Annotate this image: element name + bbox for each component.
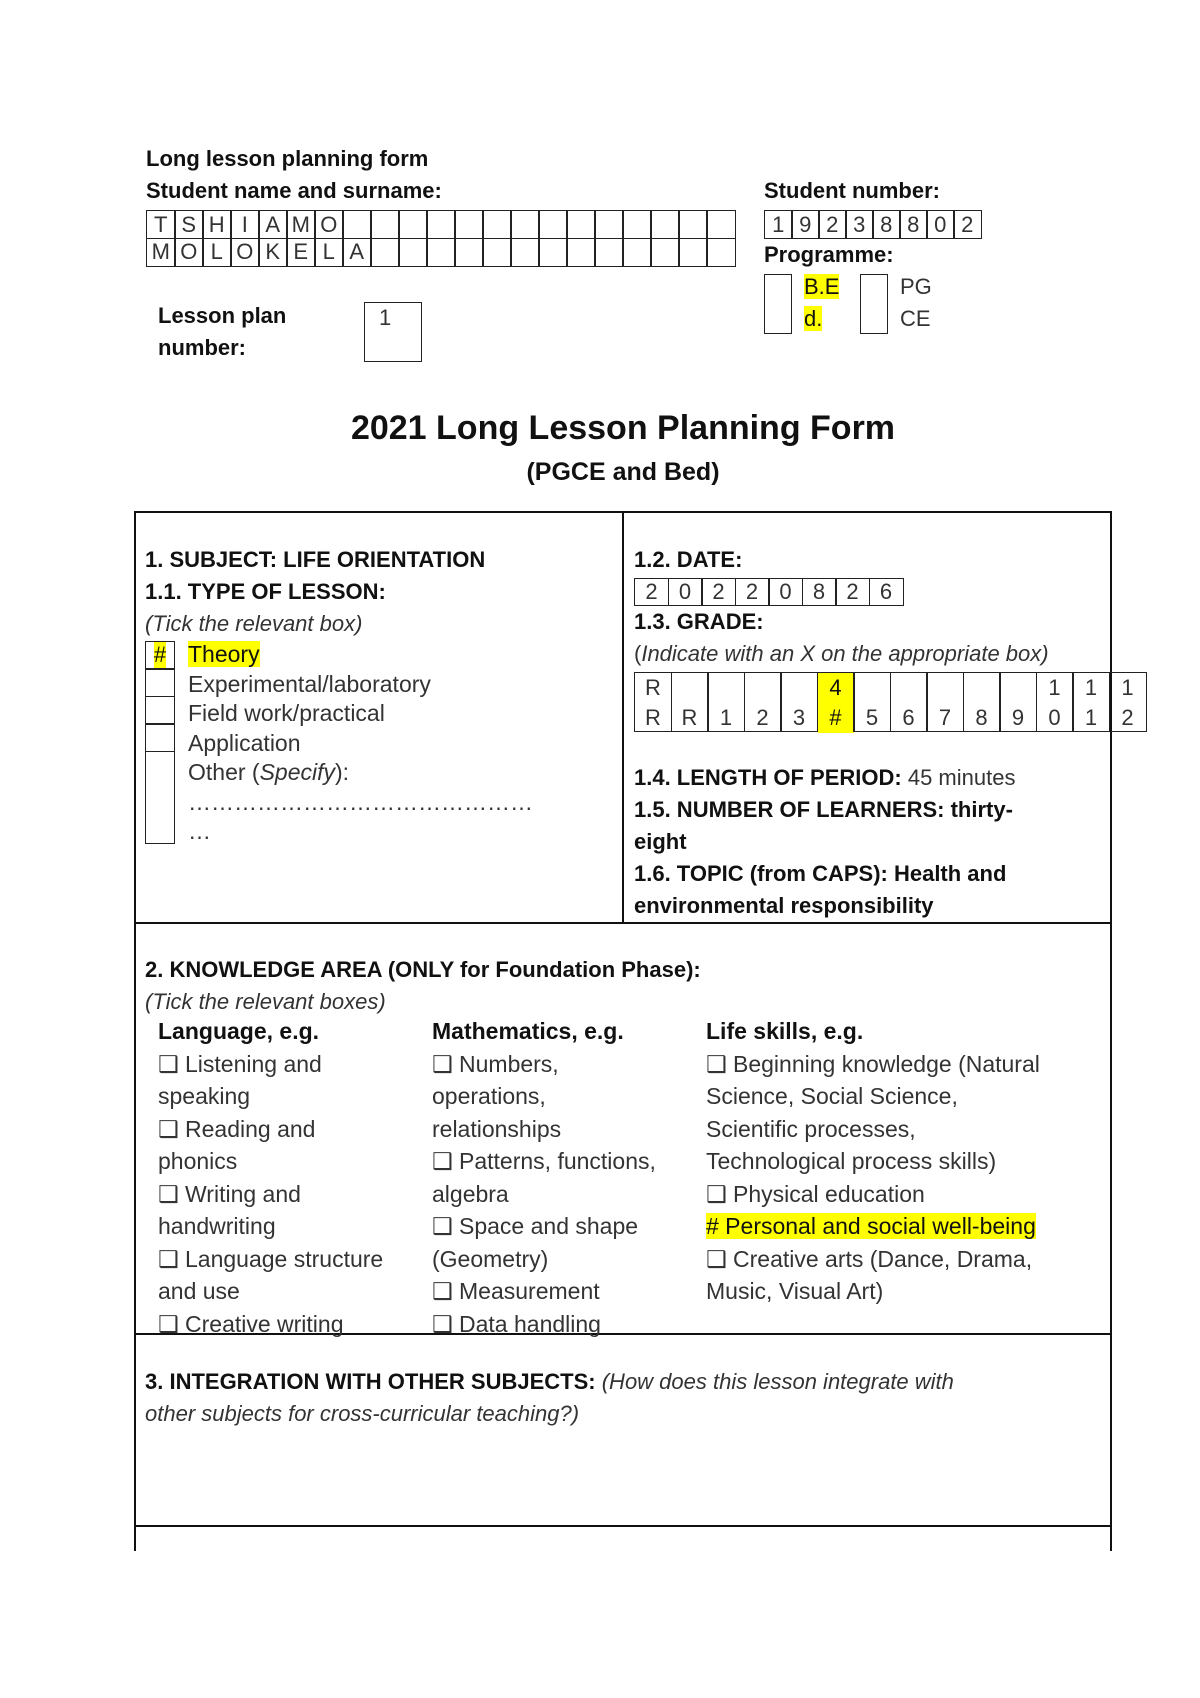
mathematics-option-line: operations, [432, 1083, 546, 1109]
language-option-line: and use [158, 1278, 240, 1304]
date-digit-box[interactable]: 8 [802, 578, 837, 606]
surname-letter-box[interactable]: E [286, 238, 316, 267]
mathematics-option-line[interactable]: ❑ Measurement [432, 1278, 600, 1304]
subject-heading: 1. SUBJECT: LIFE ORIENTATION [145, 547, 486, 572]
student-number-digit-box[interactable]: 9 [791, 210, 820, 239]
mathematics-option-line[interactable]: ❑ Data handling [432, 1310, 601, 1337]
name-row-surname [146, 238, 736, 267]
name-letter-box[interactable] [594, 210, 624, 239]
mathematics-options [432, 1048, 692, 1341]
type-of-lesson-label: 1.1. TYPE OF LESSON: [145, 579, 386, 604]
student-name-boxes [146, 210, 736, 267]
type-option-experimental: Experimental/laboratory [188, 670, 431, 697]
grade-hint: (Indicate with an X on the appropriate box) [634, 641, 1049, 666]
grade-box[interactable]: 7 [926, 672, 964, 732]
date-digit-box[interactable]: 2 [701, 578, 736, 606]
mathematics-option-line: algebra [432, 1180, 509, 1207]
name-letter-box[interactable] [566, 210, 596, 239]
type-fieldwork-checkbox[interactable] [145, 696, 175, 725]
surname-letter-box[interactable] [510, 238, 540, 267]
name-letter-box[interactable]: O [314, 210, 344, 239]
date-digit-box[interactable]: 2 [735, 578, 770, 606]
student-number-boxes [764, 210, 982, 239]
surname-letter-box[interactable] [706, 238, 736, 267]
student-number-label: Student number: [764, 178, 940, 203]
grade-box[interactable]: 3 [780, 672, 818, 732]
surname-letter-box[interactable] [454, 238, 484, 267]
grade-box[interactable]: R [671, 672, 709, 732]
language-option-line[interactable]: ❑ Creative writing [158, 1310, 344, 1337]
lifeskills-option-line: Scientific processes, [706, 1115, 916, 1142]
lifeskills-option-line: Music, Visual Art) [706, 1278, 884, 1304]
topic-line-1: 1.6. TOPIC (from CAPS): Health and [634, 861, 1007, 886]
lifeskills-option-line[interactable]: # Personal and social well-being [706, 1213, 1036, 1239]
surname-letter-box[interactable] [566, 238, 596, 267]
type-checkbox-column [145, 642, 175, 844]
lifeskills-option-line: Technological process skills) [706, 1148, 997, 1174]
knowledge-mathematics-column [432, 1015, 692, 1340]
name-letter-box[interactable]: T [146, 210, 176, 239]
grade-box[interactable]: 1 0 [1036, 672, 1074, 732]
surname-letter-box[interactable]: A [342, 238, 372, 267]
student-number-digit-box[interactable]: 2 [953, 210, 982, 239]
name-letter-box[interactable] [510, 210, 540, 239]
surname-letter-box[interactable]: L [202, 238, 232, 267]
knowledge-lifeskills-column [706, 1015, 1106, 1308]
grade-box[interactable]: 9 [999, 672, 1037, 732]
section3-bottom-border [134, 1525, 1112, 1527]
name-letter-box[interactable] [678, 210, 708, 239]
student-number-digit-box[interactable]: 1 [764, 210, 793, 239]
surname-letter-box[interactable] [370, 238, 400, 267]
name-letter-box[interactable] [482, 210, 512, 239]
page-title: 2021 Long Lesson Planning Form [350, 409, 896, 447]
name-row-first [146, 210, 736, 239]
grade-box[interactable]: 4 # [817, 672, 855, 732]
surname-letter-box[interactable] [482, 238, 512, 267]
grade-box[interactable]: 2 [744, 672, 782, 732]
language-options [158, 1048, 418, 1341]
language-option-line: phonics [158, 1148, 238, 1174]
name-letter-box[interactable] [370, 210, 400, 239]
grade-label: 1.3. GRADE: [634, 609, 764, 634]
name-letter-box[interactable] [538, 210, 568, 239]
grade-boxes [634, 672, 1147, 732]
grade-box[interactable]: 1 1 [1072, 672, 1110, 732]
type-option-other-dots-2: … [188, 818, 211, 844]
student-number-digit-box[interactable]: 3 [845, 210, 874, 239]
mathematics-heading: Mathematics, e.g. [432, 1018, 624, 1044]
knowledge-area-heading: 2. KNOWLEDGE AREA (ONLY for Foundation Phase): [145, 957, 701, 982]
date-digit-box[interactable]: 2 [634, 578, 669, 606]
lesson-plan-number-box[interactable]: 1 [364, 302, 422, 362]
form-title: Long lesson planning form [146, 146, 429, 171]
type-option-application: Application [188, 729, 301, 756]
surname-letter-box[interactable] [594, 238, 624, 267]
knowledge-area-hint: (Tick the relevant boxes) [145, 989, 386, 1014]
programme-bed-label: B.E d. [804, 274, 840, 331]
number-of-learners: 1.5. NUMBER OF LEARNERS: thirty- [634, 797, 1013, 822]
lifeskills-option-line[interactable]: ❑ Physical education [706, 1180, 925, 1207]
programme-label: Programme: [764, 242, 894, 267]
type-option-other-dots: ……………………………………… [188, 788, 533, 815]
lifeskills-option-line[interactable]: ❑ Creative arts (Dance, Drama, [706, 1245, 1033, 1272]
surname-letter-box[interactable] [622, 238, 652, 267]
programme-bed-checkbox[interactable] [764, 274, 792, 334]
surname-letter-box[interactable]: M [146, 238, 176, 267]
surname-letter-box[interactable] [398, 238, 428, 267]
surname-letter-box[interactable] [650, 238, 680, 267]
surname-letter-box[interactable]: L [314, 238, 344, 267]
length-of-period: 1.4. LENGTH OF PERIOD: 45 minutes [634, 765, 1016, 790]
type-option-theory: Theory [188, 641, 260, 667]
lifeskills-options [706, 1048, 1106, 1308]
student-number-digit-box[interactable]: 8 [899, 210, 928, 239]
type-option-other: Other (Specify): [188, 759, 350, 785]
type-options-list [188, 640, 533, 847]
type-option-fieldwork: Field work/practical [188, 700, 385, 726]
name-letter-box[interactable]: H [202, 210, 232, 239]
lifeskills-heading: Life skills, e.g. [706, 1018, 864, 1044]
date-label: 1.2. DATE: [634, 547, 743, 572]
student-number-digit-box[interactable]: 2 [818, 210, 847, 239]
language-option-line[interactable]: ❑ Reading and [158, 1115, 316, 1142]
date-digit-box[interactable]: 0 [668, 578, 703, 606]
name-letter-box[interactable]: I [230, 210, 260, 239]
language-option-line: speaking [158, 1083, 251, 1109]
student-number-digit-box[interactable]: 8 [872, 210, 901, 239]
type-other-checkbox[interactable] [145, 751, 175, 844]
language-option-line[interactable]: ❑ Language structure [158, 1245, 384, 1272]
type-theory-checkbox[interactable]: # [145, 641, 175, 670]
language-option-line[interactable]: ❑ Writing and [158, 1180, 301, 1207]
surname-letter-box[interactable]: O [174, 238, 204, 267]
date-digit-box[interactable]: 2 [835, 578, 870, 606]
grade-box[interactable]: 5 [853, 672, 891, 732]
student-number-digit-box[interactable]: 0 [926, 210, 955, 239]
integration-heading: 3. INTEGRATION WITH OTHER SUBJECTS: (How does this lesson integrate with other subjects for cross-curricular teaching?) [145, 1369, 954, 1426]
surname-letter-box[interactable] [538, 238, 568, 267]
lifeskills-option-line[interactable]: ❑ Beginning knowledge (Natural [706, 1050, 1040, 1077]
type-application-checkbox[interactable] [145, 723, 175, 752]
name-letter-box[interactable]: M [286, 210, 316, 239]
programme-pgce-checkbox[interactable] [860, 274, 888, 334]
type-of-lesson-hint: (Tick the relevant box) [145, 611, 363, 636]
name-letter-box[interactable] [706, 210, 736, 239]
name-letter-box[interactable] [622, 210, 652, 239]
number-of-learners-cont: eight [634, 829, 687, 854]
name-letter-box[interactable]: A [258, 210, 288, 239]
page-subtitle: (PGCE and Bed) [526, 458, 720, 486]
name-letter-box[interactable] [398, 210, 428, 239]
mathematics-option-line: relationships [432, 1115, 562, 1142]
lifeskills-option-line: Science, Social Science, [706, 1083, 958, 1109]
grade-box[interactable]: 8 [963, 672, 1001, 732]
knowledge-language-column [158, 1015, 418, 1340]
grade-box[interactable]: 6 [890, 672, 928, 732]
language-heading: Language, e.g. [158, 1018, 320, 1044]
name-letter-box[interactable] [454, 210, 484, 239]
name-letter-box[interactable] [342, 210, 372, 239]
name-letter-box[interactable] [650, 210, 680, 239]
lesson-plan-label: Lesson plan number: [158, 303, 287, 360]
mathematics-option-line: (Geometry) [432, 1245, 549, 1272]
section1-bottom-border [134, 922, 1112, 924]
name-letter-box[interactable] [426, 210, 456, 239]
topic-line-2: environmental responsibility [634, 893, 934, 918]
language-option-line[interactable]: ❑ Listening and [158, 1050, 322, 1077]
type-experimental-checkbox[interactable] [145, 668, 175, 697]
surname-letter-box[interactable]: O [230, 238, 260, 267]
surname-letter-box[interactable] [426, 238, 456, 267]
mathematics-option-line[interactable]: ❑ Patterns, functions, [432, 1148, 656, 1174]
section1-divider [622, 511, 624, 923]
mathematics-option-line[interactable]: ❑ Space and shape [432, 1213, 639, 1239]
surname-letter-box[interactable]: K [258, 238, 288, 267]
mathematics-option-line[interactable]: ❑ Numbers, [432, 1050, 559, 1077]
name-letter-box[interactable]: S [174, 210, 204, 239]
date-boxes [634, 578, 904, 606]
language-option-line: handwriting [158, 1213, 276, 1239]
grade-box[interactable]: 1 2 [1109, 672, 1147, 732]
grade-box[interactable]: R R [634, 672, 672, 732]
surname-letter-box[interactable] [678, 238, 708, 267]
grade-box[interactable]: 1 [707, 672, 745, 732]
date-digit-box[interactable]: 0 [768, 578, 803, 606]
date-digit-box[interactable]: 6 [869, 578, 904, 606]
programme-pgce-label: PG CE [900, 274, 932, 331]
student-name-label: Student name and surname: [146, 178, 442, 203]
